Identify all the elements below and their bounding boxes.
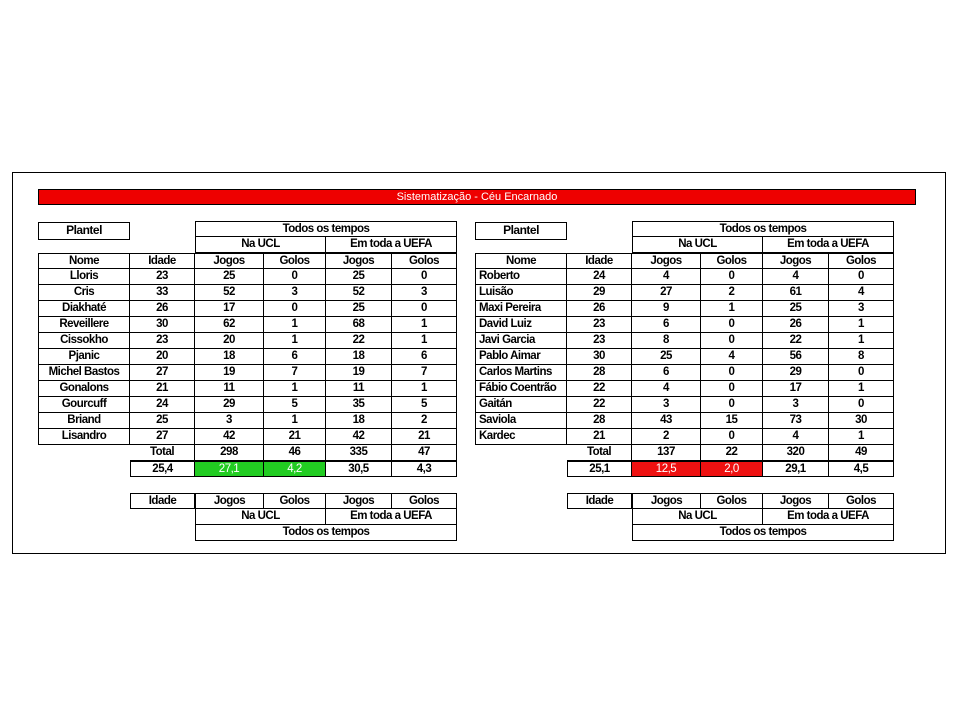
right-row-ucl-golos: 0 bbox=[701, 333, 763, 349]
left-legend-uefa-jogos: Jogos bbox=[326, 493, 392, 509]
right-row-nome: Pablo Aimar bbox=[475, 349, 567, 365]
right-header-uefa: Em toda a UEFA bbox=[763, 237, 894, 253]
left-row-uefa-jogos: 11 bbox=[326, 381, 392, 397]
left-row-uefa-golos: 2 bbox=[392, 413, 457, 429]
left-row-ucl-golos: 7 bbox=[264, 365, 326, 381]
right-row-nome: Roberto bbox=[475, 269, 567, 285]
left-row-nome: Gourcuff bbox=[38, 397, 130, 413]
right-header-todos: Todos os tempos bbox=[632, 221, 894, 237]
left-row-uefa-golos: 1 bbox=[392, 333, 457, 349]
left-header-ucl: Na UCL bbox=[195, 237, 326, 253]
right-avg-idade: 25,1 bbox=[567, 461, 632, 477]
left-avg-uefa-jogos: 30,5 bbox=[326, 461, 392, 477]
left-row-ucl-golos: 1 bbox=[264, 413, 326, 429]
left-avg-ucl-golos: 4,2 bbox=[264, 461, 326, 477]
left-row-uefa-golos: 0 bbox=[392, 269, 457, 285]
right-row-idade: 21 bbox=[567, 429, 632, 445]
right-colhead-uefa-jogos: Jogos bbox=[763, 253, 829, 269]
right-row-ucl-golos: 0 bbox=[701, 381, 763, 397]
right-row-uefa-golos: 1 bbox=[829, 333, 894, 349]
left-row-idade: 33 bbox=[130, 285, 195, 301]
right-plantel-label: Plantel bbox=[475, 222, 567, 240]
left-row-ucl-golos: 3 bbox=[264, 285, 326, 301]
left-colhead-ucl-golos: Golos bbox=[264, 253, 326, 269]
left-row-uefa-jogos: 18 bbox=[326, 413, 392, 429]
left-row-uefa-jogos: 22 bbox=[326, 333, 392, 349]
right-legend-ucl-golos: Golos bbox=[701, 493, 763, 509]
left-row-nome: Lisandro bbox=[38, 429, 130, 445]
left-row-nome: Cissokho bbox=[38, 333, 130, 349]
right-row-nome: David Luiz bbox=[475, 317, 567, 333]
left-row-idade: 26 bbox=[130, 301, 195, 317]
right-row-ucl-golos: 4 bbox=[701, 349, 763, 365]
left-row-ucl-jogos: 62 bbox=[195, 317, 264, 333]
left-row-ucl-golos: 1 bbox=[264, 381, 326, 397]
right-row-nome: Carlos Martins bbox=[475, 365, 567, 381]
right-row-nome: Javi Garcia bbox=[475, 333, 567, 349]
right-row-nome: Saviola bbox=[475, 413, 567, 429]
left-row-ucl-golos: 1 bbox=[264, 317, 326, 333]
right-row-uefa-jogos: 4 bbox=[763, 269, 829, 285]
left-row-ucl-jogos: 52 bbox=[195, 285, 264, 301]
left-row-nome: Diakhaté bbox=[38, 301, 130, 317]
right-legend-todos: Todos os tempos bbox=[632, 525, 894, 541]
right-row-uefa-golos: 8 bbox=[829, 349, 894, 365]
left-row-ucl-jogos: 18 bbox=[195, 349, 264, 365]
right-row-uefa-golos: 0 bbox=[829, 397, 894, 413]
left-row-ucl-golos: 0 bbox=[264, 269, 326, 285]
right-avg-ucl-golos: 2,0 bbox=[701, 461, 763, 477]
right-row-uefa-jogos: 73 bbox=[763, 413, 829, 429]
right-row-ucl-golos: 15 bbox=[701, 413, 763, 429]
right-avg-uefa-jogos: 29,1 bbox=[763, 461, 829, 477]
right-row-uefa-golos: 1 bbox=[829, 429, 894, 445]
left-legend-uefa-golos: Golos bbox=[392, 493, 457, 509]
left-row-idade: 21 bbox=[130, 381, 195, 397]
right-row-uefa-jogos: 29 bbox=[763, 365, 829, 381]
right-row-nome: Maxi Pereira bbox=[475, 301, 567, 317]
right-row-uefa-jogos: 26 bbox=[763, 317, 829, 333]
left-row-nome: Gonalons bbox=[38, 381, 130, 397]
right-row-ucl-golos: 1 bbox=[701, 301, 763, 317]
left-row-uefa-golos: 0 bbox=[392, 301, 457, 317]
right-legend-uefa-golos: Golos bbox=[829, 493, 894, 509]
right-row-ucl-jogos: 4 bbox=[632, 381, 701, 397]
right-legend-ucl: Na UCL bbox=[632, 509, 763, 525]
right-row-ucl-jogos: 9 bbox=[632, 301, 701, 317]
left-row-idade: 25 bbox=[130, 413, 195, 429]
left-row-ucl-golos: 6 bbox=[264, 349, 326, 365]
left-row-ucl-jogos: 25 bbox=[195, 269, 264, 285]
right-row-uefa-jogos: 3 bbox=[763, 397, 829, 413]
right-row-ucl-jogos: 25 bbox=[632, 349, 701, 365]
right-row-uefa-golos: 30 bbox=[829, 413, 894, 429]
right-total-uefa-golos: 49 bbox=[829, 445, 894, 461]
left-row-idade: 27 bbox=[130, 429, 195, 445]
left-avg-idade: 25,4 bbox=[130, 461, 195, 477]
right-row-ucl-golos: 0 bbox=[701, 429, 763, 445]
right-row-idade: 28 bbox=[567, 365, 632, 381]
left-row-ucl-golos: 0 bbox=[264, 301, 326, 317]
right-row-ucl-jogos: 8 bbox=[632, 333, 701, 349]
right-row-ucl-jogos: 6 bbox=[632, 365, 701, 381]
left-colhead-ucl-jogos: Jogos bbox=[195, 253, 264, 269]
right-row-ucl-golos: 0 bbox=[701, 317, 763, 333]
right-row-uefa-jogos: 22 bbox=[763, 333, 829, 349]
right-row-idade: 26 bbox=[567, 301, 632, 317]
left-row-nome: Lloris bbox=[38, 269, 130, 285]
right-header-ucl: Na UCL bbox=[632, 237, 763, 253]
right-row-ucl-jogos: 3 bbox=[632, 397, 701, 413]
left-row-uefa-jogos: 18 bbox=[326, 349, 392, 365]
right-row-idade: 23 bbox=[567, 317, 632, 333]
right-row-uefa-golos: 1 bbox=[829, 317, 894, 333]
left-total-ucl-golos: 46 bbox=[264, 445, 326, 461]
left-row-nome: Reveillere bbox=[38, 317, 130, 333]
right-total-label: Total bbox=[567, 445, 632, 461]
right-row-idade: 28 bbox=[567, 413, 632, 429]
right-row-uefa-jogos: 25 bbox=[763, 301, 829, 317]
left-row-uefa-jogos: 35 bbox=[326, 397, 392, 413]
right-colhead-nome: Nome bbox=[475, 253, 567, 269]
left-row-idade: 23 bbox=[130, 333, 195, 349]
right-row-ucl-jogos: 4 bbox=[632, 269, 701, 285]
left-avg-uefa-golos: 4,3 bbox=[392, 461, 457, 477]
left-row-uefa-golos: 3 bbox=[392, 285, 457, 301]
right-row-uefa-jogos: 17 bbox=[763, 381, 829, 397]
right-row-idade: 23 bbox=[567, 333, 632, 349]
left-legend-todos: Todos os tempos bbox=[195, 525, 457, 541]
left-total-label: Total bbox=[130, 445, 195, 461]
left-row-uefa-jogos: 25 bbox=[326, 301, 392, 317]
right-colhead-ucl-jogos: Jogos bbox=[632, 253, 701, 269]
left-row-uefa-golos: 7 bbox=[392, 365, 457, 381]
left-plantel-label: Plantel bbox=[38, 222, 130, 240]
right-row-nome: Gaitán bbox=[475, 397, 567, 413]
right-row-idade: 29 bbox=[567, 285, 632, 301]
right-colhead-ucl-golos: Golos bbox=[701, 253, 763, 269]
right-row-idade: 22 bbox=[567, 381, 632, 397]
right-row-uefa-golos: 4 bbox=[829, 285, 894, 301]
left-row-nome: Michel Bastos bbox=[38, 365, 130, 381]
left-row-idade: 24 bbox=[130, 397, 195, 413]
left-row-nome: Briand bbox=[38, 413, 130, 429]
left-row-ucl-jogos: 42 bbox=[195, 429, 264, 445]
right-row-nome: Luisão bbox=[475, 285, 567, 301]
left-header-uefa: Em toda a UEFA bbox=[326, 237, 457, 253]
right-row-uefa-jogos: 61 bbox=[763, 285, 829, 301]
right-row-ucl-golos: 0 bbox=[701, 397, 763, 413]
right-row-ucl-jogos: 2 bbox=[632, 429, 701, 445]
right-colhead-idade: Idade bbox=[567, 253, 632, 269]
sheet-title-banner: Sistematização - Céu Encarnado bbox=[38, 189, 916, 205]
right-legend-uefa-jogos: Jogos bbox=[763, 493, 829, 509]
right-avg-uefa-golos: 4,5 bbox=[829, 461, 894, 477]
left-row-uefa-jogos: 19 bbox=[326, 365, 392, 381]
right-row-uefa-jogos: 56 bbox=[763, 349, 829, 365]
right-row-idade: 22 bbox=[567, 397, 632, 413]
left-row-uefa-jogos: 52 bbox=[326, 285, 392, 301]
right-legend-uefa: Em toda a UEFA bbox=[763, 509, 894, 525]
right-row-nome: Kardec bbox=[475, 429, 567, 445]
left-avg-ucl-jogos: 27,1 bbox=[195, 461, 264, 477]
left-row-uefa-jogos: 68 bbox=[326, 317, 392, 333]
right-row-ucl-jogos: 27 bbox=[632, 285, 701, 301]
left-row-uefa-golos: 1 bbox=[392, 381, 457, 397]
right-row-ucl-golos: 0 bbox=[701, 269, 763, 285]
left-row-idade: 23 bbox=[130, 269, 195, 285]
left-legend-ucl: Na UCL bbox=[195, 509, 326, 525]
left-legend-ucl-golos: Golos bbox=[264, 493, 326, 509]
right-row-uefa-golos: 0 bbox=[829, 269, 894, 285]
right-legend-ucl-jogos: Jogos bbox=[632, 493, 701, 509]
right-colhead-uefa-golos: Golos bbox=[829, 253, 894, 269]
left-row-ucl-golos: 1 bbox=[264, 333, 326, 349]
left-row-idade: 20 bbox=[130, 349, 195, 365]
right-row-ucl-golos: 0 bbox=[701, 365, 763, 381]
left-row-ucl-jogos: 3 bbox=[195, 413, 264, 429]
left-row-uefa-jogos: 42 bbox=[326, 429, 392, 445]
right-row-uefa-golos: 0 bbox=[829, 365, 894, 381]
left-colhead-uefa-golos: Golos bbox=[392, 253, 457, 269]
left-row-ucl-jogos: 29 bbox=[195, 397, 264, 413]
right-row-uefa-golos: 3 bbox=[829, 301, 894, 317]
right-avg-ucl-jogos: 12,5 bbox=[632, 461, 701, 477]
left-row-uefa-golos: 1 bbox=[392, 317, 457, 333]
right-total-uefa-jogos: 320 bbox=[763, 445, 829, 461]
left-row-uefa-golos: 5 bbox=[392, 397, 457, 413]
right-legend-idade: Idade bbox=[567, 493, 632, 509]
right-row-nome: Fábio Coentrão bbox=[475, 381, 567, 397]
left-row-ucl-jogos: 20 bbox=[195, 333, 264, 349]
left-colhead-uefa-jogos: Jogos bbox=[326, 253, 392, 269]
left-row-uefa-golos: 21 bbox=[392, 429, 457, 445]
left-legend-ucl-jogos: Jogos bbox=[195, 493, 264, 509]
left-legend-uefa: Em toda a UEFA bbox=[326, 509, 457, 525]
left-row-nome: Pjanic bbox=[38, 349, 130, 365]
right-row-uefa-golos: 1 bbox=[829, 381, 894, 397]
right-total-ucl-golos: 22 bbox=[701, 445, 763, 461]
left-header-todos: Todos os tempos bbox=[195, 221, 457, 237]
right-row-uefa-jogos: 4 bbox=[763, 429, 829, 445]
right-row-ucl-jogos: 43 bbox=[632, 413, 701, 429]
left-total-uefa-golos: 47 bbox=[392, 445, 457, 461]
left-row-ucl-golos: 21 bbox=[264, 429, 326, 445]
left-colhead-idade: Idade bbox=[130, 253, 195, 269]
left-total-ucl-jogos: 298 bbox=[195, 445, 264, 461]
left-row-uefa-golos: 6 bbox=[392, 349, 457, 365]
left-row-uefa-jogos: 25 bbox=[326, 269, 392, 285]
right-row-idade: 24 bbox=[567, 269, 632, 285]
left-total-uefa-jogos: 335 bbox=[326, 445, 392, 461]
right-row-ucl-jogos: 6 bbox=[632, 317, 701, 333]
right-total-ucl-jogos: 137 bbox=[632, 445, 701, 461]
left-legend-idade: Idade bbox=[130, 493, 195, 509]
left-row-ucl-jogos: 17 bbox=[195, 301, 264, 317]
right-row-ucl-golos: 2 bbox=[701, 285, 763, 301]
right-row-idade: 30 bbox=[567, 349, 632, 365]
left-row-ucl-golos: 5 bbox=[264, 397, 326, 413]
left-row-ucl-jogos: 11 bbox=[195, 381, 264, 397]
left-colhead-nome: Nome bbox=[38, 253, 130, 269]
left-row-nome: Cris bbox=[38, 285, 130, 301]
left-row-idade: 27 bbox=[130, 365, 195, 381]
left-row-idade: 30 bbox=[130, 317, 195, 333]
left-row-ucl-jogos: 19 bbox=[195, 365, 264, 381]
